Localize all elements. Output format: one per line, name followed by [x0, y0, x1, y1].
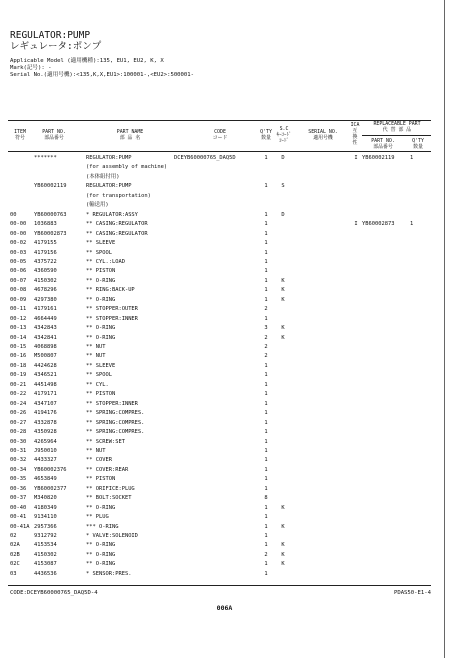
row-qty: 1 — [264, 211, 268, 218]
row-part-no: 2957366 — [34, 523, 57, 530]
row-qty: 1 — [264, 457, 268, 464]
row-sc: K — [281, 523, 285, 530]
row-part-name: ** PISTON — [86, 391, 116, 398]
row-sc: K — [281, 542, 285, 549]
row-part-no: 4350928 — [34, 429, 57, 436]
row-ica: I — [354, 155, 358, 161]
row-item: 00-40 — [10, 504, 27, 511]
table-row — [0, 362, 449, 370]
header-part-name: PART NAME 部 品 名 — [116, 129, 144, 141]
row-qty: 1 — [264, 523, 268, 530]
table-row — [0, 182, 449, 190]
row-item: 00-19 — [10, 372, 27, 379]
row-sc: K — [281, 277, 285, 284]
row-item: 00-18 — [10, 362, 27, 369]
row-part-no: 4346521 — [34, 372, 57, 379]
row-part-name: ** COVER:REAR — [86, 466, 129, 473]
row-part-name: ** SCREW:SET — [86, 438, 125, 445]
row-qty: 2 — [264, 334, 268, 341]
row-part-no: 9312792 — [34, 533, 57, 539]
row-qty: 2 — [264, 551, 268, 558]
header-code: CODE コード — [212, 129, 228, 141]
table-row — [0, 192, 449, 200]
row-qty: 1 — [264, 410, 268, 417]
row-part-name: ** O-RING — [86, 504, 116, 511]
row-qty: 1 — [264, 277, 268, 284]
row-part-no: 4451498 — [34, 381, 57, 388]
table-row — [0, 513, 449, 521]
row-qty: 1 — [264, 315, 268, 322]
row-part-name: ** ORIFICE:PLUG — [86, 485, 135, 492]
row-qty: 1 — [264, 381, 268, 388]
applicable-model: Applicable Model (適用機種):135, EU1, EU2, K, X — [10, 58, 164, 64]
row-part-name: * SENSOR:PRES. — [86, 570, 132, 577]
table-row — [0, 560, 449, 568]
table-row — [0, 532, 449, 540]
table-row — [0, 173, 449, 181]
row-part-name: ** NUT — [86, 344, 106, 350]
row-part-no: 4678296 — [34, 287, 57, 294]
table-row — [0, 267, 449, 275]
row-qty: 2 — [264, 353, 268, 360]
table-row — [0, 343, 449, 351]
row-item: 00-24 — [10, 400, 27, 407]
row-item: 00 — [10, 211, 17, 218]
row-item: 00-02 — [10, 240, 27, 247]
row-qty: 1 — [264, 542, 268, 549]
row-part-name: ** O-RING — [86, 334, 116, 341]
row-part-name: *** O-RING — [86, 523, 119, 530]
row-part-no: 4153087 — [34, 561, 57, 568]
row-part-name: * REGULATOR:ASSY — [86, 211, 138, 218]
table-row — [0, 541, 449, 549]
row-qty: 1 — [264, 391, 268, 398]
row-qty: 1 — [264, 533, 268, 539]
row-qty: 1 — [264, 438, 268, 445]
row-item: 00-09 — [10, 296, 27, 303]
row-part-no: 4347107 — [34, 400, 57, 407]
row-sc: S — [281, 183, 285, 190]
row-sc: K — [281, 561, 285, 568]
table-row — [0, 409, 449, 417]
table-row — [0, 551, 449, 559]
table-row — [0, 400, 449, 408]
row-item: 00-31 — [10, 447, 27, 454]
row-qty: 1 — [264, 268, 268, 275]
table-row — [0, 523, 449, 531]
row-part-name: ** O-RING — [86, 542, 116, 549]
row-part-no: 4342841 — [34, 334, 57, 341]
row-qty: 1 — [264, 570, 268, 577]
row-part-no: M500807 — [34, 353, 57, 360]
row-part-name: ** COVER — [86, 457, 112, 464]
row-qty: 1 — [264, 230, 268, 237]
header-qty: Q'TY 数量 — [260, 129, 272, 141]
table-row — [0, 447, 449, 455]
row-part-no: 4332878 — [34, 419, 57, 426]
row-item: 00-00 — [10, 221, 27, 228]
table-row — [0, 154, 449, 162]
row-sc: K — [281, 504, 285, 511]
table-row — [0, 230, 449, 238]
row-qty: 1 — [264, 155, 268, 161]
row-part-name: REGULATOR:PUMP — [86, 183, 132, 190]
row-part-no: M340820 — [34, 495, 57, 502]
table-row — [0, 438, 449, 446]
row-part-name: ** O-RING — [86, 296, 116, 303]
row-qty: 1 — [264, 466, 268, 473]
row-item: 00-11 — [10, 306, 27, 313]
row-item: 00-22 — [10, 391, 27, 398]
row-part-no: 4360590 — [34, 268, 57, 275]
row-part-no: YB60002119 — [34, 183, 67, 190]
row-item: 02B — [10, 551, 20, 558]
row-part-name: ** O-RING — [86, 551, 116, 558]
row-part-no: YB60002376 — [34, 466, 67, 473]
row-item: 00-06 — [10, 268, 27, 275]
table-row — [0, 466, 449, 474]
row-sc: K — [281, 296, 285, 303]
row-part-no: 4179156 — [34, 249, 57, 256]
table-row — [0, 258, 449, 266]
header-part-no: PART NO. 部品番号 — [42, 129, 66, 141]
table-row — [0, 163, 449, 171]
row-part-no: YB60002873 — [34, 230, 67, 237]
row-part-no: 9134110 — [34, 514, 57, 521]
row-part-no: 4194176 — [34, 410, 57, 417]
table-row — [0, 249, 449, 257]
table-row — [0, 286, 449, 294]
row-part-no: 4375722 — [34, 258, 57, 265]
row-item: 00-07 — [10, 277, 27, 284]
row-item: 00-41A — [10, 523, 30, 530]
row-sc: D — [281, 211, 285, 218]
row-item: 00-14 — [10, 334, 27, 341]
row-part-name: ** SPRING:COMPRES. — [86, 429, 145, 436]
row-qty: 1 — [264, 514, 268, 521]
table-row — [0, 315, 449, 323]
table-row — [0, 504, 449, 512]
row-qty: 1 — [264, 372, 268, 379]
row-part-name: ** SPRING:COMPRES. — [86, 410, 145, 417]
mark-line: Mark(記号): - — [10, 65, 52, 71]
header-bottom-rule — [8, 151, 431, 152]
row-part-no: ******* — [34, 155, 57, 161]
table-row — [0, 371, 449, 379]
row-item: 00-15 — [10, 344, 27, 350]
row-item: 00-21 — [10, 381, 27, 388]
row-part-name: ** STOPPER:INNER — [86, 315, 138, 322]
table-row — [0, 324, 449, 332]
row-part-no: 4179155 — [34, 240, 57, 247]
row-part-name: ** CYL. — [86, 381, 109, 388]
row-item: 00-12 — [10, 315, 27, 322]
row-item: 02C — [10, 561, 20, 568]
table-row — [0, 305, 449, 313]
footer-reference: PDAS50-E1-4 — [393, 590, 431, 596]
row-part-no: 4664449 — [34, 315, 57, 322]
row-qty: 1 — [264, 400, 268, 407]
row-qty: 1 — [264, 476, 268, 483]
row-item: 00-13 — [10, 325, 27, 332]
header-rep-part-no: PART NO. 部品番号 — [371, 138, 395, 150]
table-row — [0, 277, 449, 285]
row-qty: 1 — [264, 183, 268, 190]
row-part-name: ** CASING:REGULATOR — [86, 221, 148, 228]
row-part-name: ** SPRING:COMPRES. — [86, 419, 145, 426]
row-part-no: 4433327 — [34, 457, 57, 464]
row-qty: 1 — [264, 287, 268, 294]
row-part-no: 4297380 — [34, 296, 57, 303]
row-item: 00-26 — [10, 410, 27, 417]
row-item: 00-41 — [10, 514, 27, 521]
row-item: 00-00 — [10, 230, 27, 237]
row-qty: 1 — [264, 485, 268, 492]
row-sc: K — [281, 551, 285, 558]
row-part-name: * VALVE:SOLENOID — [86, 533, 138, 539]
row-part-name: ** O-RING — [86, 561, 116, 568]
row-qty: 1 — [264, 249, 268, 256]
row-qty: 1 — [264, 221, 268, 228]
row-item: 00-30 — [10, 438, 27, 445]
table-row — [0, 475, 449, 483]
row-part-name: ** SPOOL — [86, 372, 112, 379]
row-qty: 1 — [264, 419, 268, 426]
row-sc: K — [281, 334, 285, 341]
row-sc: D — [281, 155, 285, 161]
row-part-name: REGULATOR:PUMP — [86, 155, 132, 161]
row-part-name: ** CASING:REGULATOR — [86, 230, 148, 237]
row-part-name: ** SLEEVE — [86, 362, 116, 369]
row-part-no: YB60000763 — [34, 211, 67, 218]
row-part-no: 4150302 — [34, 551, 57, 558]
row-qty: 8 — [264, 495, 268, 502]
row-item: 00-27 — [10, 419, 27, 426]
page-title-japanese: レギュレータ:ポンプ — [10, 41, 102, 52]
row-qty: 1 — [264, 447, 268, 454]
serial-line: Serial No.(適用号機):<135,K,X,EU1>:100001-,<EU2>:500001- — [10, 72, 195, 78]
row-part-no: 4068898 — [34, 344, 57, 350]
row-part-no: 4150302 — [34, 277, 57, 284]
row-item: 00-32 — [10, 457, 27, 464]
row-qty: 1 — [264, 362, 268, 369]
row-part-no: 4265964 — [34, 438, 57, 445]
header-item: ITEM 符号 — [14, 129, 26, 141]
row-part-name: ** PLUG — [86, 514, 109, 521]
row-qty: 2 — [264, 344, 268, 350]
row-item: 00-16 — [10, 353, 27, 360]
table-row — [0, 211, 449, 219]
row-part-name: ** BOLT:SOCKET — [86, 495, 132, 502]
row-part-name: ** STOPPER:OUTER — [86, 306, 138, 313]
row-part-name: ** NUT — [86, 353, 106, 360]
row-part-no: 4342843 — [34, 325, 57, 332]
row-part-no: 4424628 — [34, 362, 57, 369]
row-replaceable-qty: 1 — [410, 155, 414, 161]
row-part-name: (for assembly of machine) — [86, 164, 168, 171]
row-item: 00-03 — [10, 249, 27, 256]
header-sc: S.C ｷｰｺｰﾄﾞ ｺｰﾄﾞ — [276, 126, 292, 144]
row-part-name: ** SPOOL — [86, 249, 112, 256]
table-row — [0, 428, 449, 436]
row-qty: 1 — [264, 240, 268, 247]
table-row — [0, 456, 449, 464]
row-part-name: ** PISTON — [86, 268, 116, 275]
table-row — [0, 381, 449, 389]
row-part-name: ** CYL.:LOAD — [86, 258, 125, 265]
page-number: 006A — [216, 604, 233, 612]
page-title: REGULATOR:PUMP — [10, 30, 91, 41]
row-part-name: ** STOPPER:INNER — [86, 400, 138, 407]
row-part-no: 4179161 — [34, 306, 57, 313]
row-item: 02 — [10, 533, 17, 539]
table-row — [0, 334, 449, 342]
row-qty: 1 — [264, 258, 268, 265]
row-item: 00-37 — [10, 495, 27, 502]
table-row — [0, 239, 449, 247]
row-part-no: 4436536 — [34, 570, 57, 577]
row-replaceable-part-no: YB60002873 — [362, 221, 395, 228]
table-row — [0, 419, 449, 427]
row-part-name: ** SLEEVE — [86, 240, 116, 247]
row-sc: K — [281, 287, 285, 294]
row-part-no: 1036883 — [34, 221, 57, 228]
table-row — [0, 494, 449, 502]
row-part-no: 4179171 — [34, 391, 57, 398]
table-row — [0, 570, 449, 578]
row-replaceable-part-no: YB60002119 — [362, 155, 395, 161]
row-part-no: 4653849 — [34, 476, 57, 483]
footer-rule — [8, 585, 431, 586]
row-part-name: ** RING:BACK-UP — [86, 287, 135, 294]
row-item: 00-35 — [10, 476, 27, 483]
row-part-no: 4180349 — [34, 504, 57, 511]
header-rep-qty: Q'TY 数量 — [412, 138, 424, 150]
row-part-no: 4153534 — [34, 542, 57, 549]
table-row — [0, 201, 449, 209]
row-ica: I — [354, 221, 358, 228]
table-row — [0, 220, 449, 228]
row-item: 00-08 — [10, 287, 27, 294]
header-ica: ICA 互 換 性 — [350, 122, 360, 146]
row-qty: 3 — [264, 325, 268, 332]
row-qty: 1 — [264, 561, 268, 568]
row-qty: 2 — [264, 306, 268, 313]
row-item: 00-28 — [10, 429, 27, 436]
row-part-name: ** O-RING — [86, 325, 116, 332]
row-part-name: (本体組付用) — [86, 173, 120, 180]
row-part-name: ** NUT — [86, 447, 106, 454]
row-item: 02A — [10, 542, 20, 549]
row-part-name: ** O-RING — [86, 277, 116, 284]
table-row — [0, 352, 449, 360]
row-qty: 1 — [264, 429, 268, 436]
header-replaceable-part: REPLACEABLE PART 代 替 部 品 — [373, 121, 421, 133]
row-part-no: J950010 — [34, 447, 57, 454]
header-replaceable-rule — [362, 135, 431, 136]
table-row — [0, 390, 449, 398]
row-item: 00-05 — [10, 258, 27, 265]
row-code: DCEYB60000765_DAQ5D — [174, 155, 236, 161]
row-replaceable-qty: 1 — [410, 221, 414, 228]
table-row — [0, 296, 449, 304]
row-item: 03 — [10, 570, 17, 577]
row-part-name: (for transportation) — [86, 192, 151, 199]
footer-code: CODE:DCEYB60000765_DAQ5D-4 — [10, 590, 98, 596]
row-part-no: YB60002377 — [34, 485, 67, 492]
row-part-name: (輸送用) — [86, 202, 109, 209]
table-row — [0, 485, 449, 493]
row-item: 00-36 — [10, 485, 27, 492]
row-item: 00-34 — [10, 466, 27, 473]
row-qty: 1 — [264, 296, 268, 303]
header-serial: SERIAL NO. 適用号機 — [308, 129, 338, 141]
row-sc: K — [281, 325, 285, 332]
row-qty: 1 — [264, 504, 268, 511]
row-part-name: ** PISTON — [86, 476, 116, 483]
